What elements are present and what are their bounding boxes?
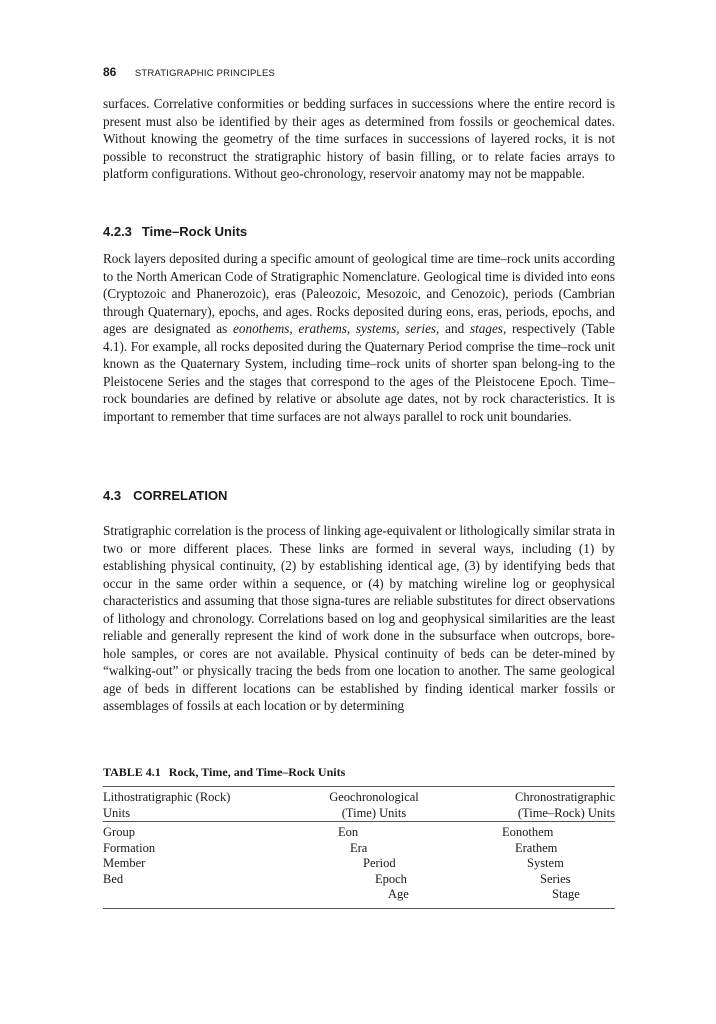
header-cell: Lithostratigraphic (Rock) — [103, 790, 231, 804]
section-number: 4.3 — [103, 488, 122, 503]
header-cell: Units — [103, 805, 131, 820]
table-rule-bottom — [103, 908, 615, 909]
table-col-chronostratigraphic — [502, 825, 580, 903]
table-cell: Stage — [552, 887, 580, 901]
running-title: STRATIGRAPHIC PRINCIPLES — [134, 68, 276, 79]
table-cell: Period — [363, 856, 396, 870]
section-title: CORRELATION — [133, 488, 228, 503]
table-cell: Member — [103, 856, 146, 870]
table-title: Rock, Time, and Time–Rock Units — [168, 765, 346, 779]
paragraph-text: , respectively (Table 4.1). For example, all rocks deposited during the Quaternary Period comprise the time–rock unit known as the Quaternary System, including time–rock units of shorter span belong-ing to the Pleistocene Series and the stages that correspond to the ages of the Pleistocene Epoch. Time–rock boundaries are defined by relative or absolute age dates, not by rock characteristics. It is important to remember that time surfaces are not always parallel to rock unit boundaries. — [103, 321, 615, 424]
table-cell: Eon — [338, 825, 359, 839]
section-title: Time–Rock Units — [141, 224, 248, 239]
italic-term-stages: stages — [469, 321, 503, 336]
section-heading-4-2-3 — [103, 224, 247, 239]
table-cell: Formation — [103, 840, 156, 855]
table-4-1 — [103, 765, 615, 909]
table-cell: Bed — [103, 871, 124, 886]
running-head — [103, 63, 275, 81]
section-heading-4-3 — [103, 488, 227, 503]
table-header-col-2 — [326, 790, 422, 821]
paragraph-continuation: surfaces. Correlative conformities or bedding surfaces in successions where the entire record is present must also be identified by their ages as determined from fossils or geochemical dates. Without knowing the geometry of the time surfaces in successions of layered rocks, it is not possible to reconstruct the stratigraphic history of basin filling, or to relate facies arrays to platform configurations. Without geo-chronology, reservoir anatomy may not be mappable. — [103, 96, 615, 181]
paragraph-text: Rock layers deposited during a specific amount of geological time are time–rock units according to the North American Code of Stratigraphic Nomenclature. Geological time is divided into eons (Cryptozoic and Phanerozoic), eras (Paleozoic, Mesozoic, and Cenozoic), periods (Cambrian through Quaternary), epochs, and ages. Rocks deposited during eons, eras, periods, epochs, and ages are designated as — [103, 251, 615, 336]
table-cell: Epoch — [375, 871, 407, 886]
table-header — [103, 787, 615, 821]
table-caption — [103, 765, 615, 780]
paragraph-correlation: Stratigraphic correlation is the process of linking age-equivalent or lithologically similar strata in two or more different places. These links are formed in several ways, including (1) by establishing physical continuity, (2) by establishing identical age, (3) by identifying beds that occur in the same order within a sequence, or (4) by matching wireline log or geophysical characteristics and assuming that those signa-tures are reliable substitutes for direct observations of lithology and chronology. Correlations based on log and geophysical similarities are the least reliable and generally represent the kind of work done in the subsurface when outcrops, bore-hole samples, or cores are not available. Physical continuity of beds can be deter-mined by “walking-out” or physically tracing the beds from one location to another. The same geological age of beds in different locations can be established by finding identical marker fossils or assemblages of fossils at each location or by determining — [103, 523, 615, 713]
italic-terms: eonothems, erathems, systems, series, — [233, 321, 440, 336]
header-cell: Geochronological — [329, 790, 419, 804]
table-cell: Series — [540, 871, 571, 886]
section-number: 4.2.3 — [103, 224, 132, 239]
table-col-geochronological — [338, 825, 409, 903]
table-body — [103, 822, 615, 908]
table-cell: Era — [350, 840, 368, 855]
table-cell: Age — [388, 887, 409, 901]
table-header-col-1 — [103, 790, 230, 821]
table-cell: Erathem — [515, 840, 558, 855]
table-cell: Eonothem — [502, 825, 554, 839]
table-cell: System — [527, 856, 564, 870]
page-number: 86 — [103, 65, 117, 79]
header-cell: Chronostratigraphic — [515, 790, 615, 804]
header-cell: (Time–Rock) Units — [517, 805, 615, 820]
paragraph-text: and — [439, 321, 470, 336]
table-col-lithostratigraphic — [103, 825, 155, 887]
table-label: TABLE 4.1 — [103, 765, 161, 779]
table-header-col-3 — [515, 790, 615, 821]
header-cell: (Time) Units — [341, 805, 407, 820]
paragraph-time-rock-units — [103, 250, 615, 425]
table-cell: Group — [103, 825, 135, 839]
